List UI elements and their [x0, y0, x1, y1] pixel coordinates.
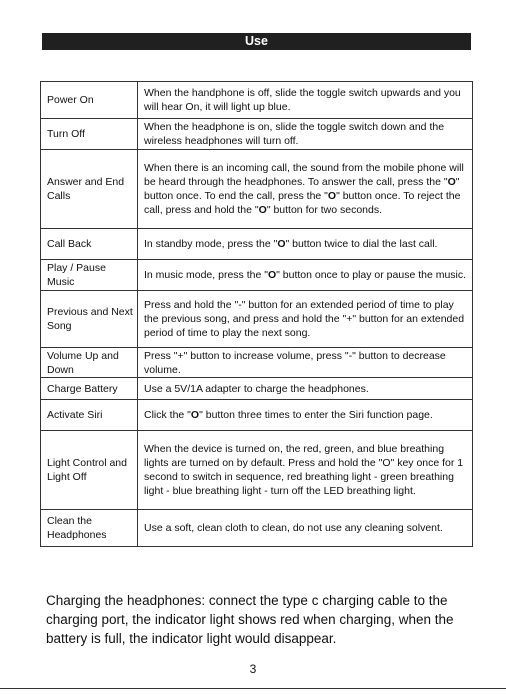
feature-description	[138, 348, 473, 378]
table-row	[41, 431, 473, 510]
bottom-divider	[0, 688, 506, 689]
feature-label: Light Control and Light Off	[41, 431, 138, 510]
feature-label: Previous and Next Song	[41, 291, 138, 348]
description-text: " button once. To reject the call, press and hold the "	[144, 190, 461, 216]
feature-label: Call Back	[41, 229, 138, 260]
feature-label: Turn Off	[41, 119, 138, 150]
description-text: Press and hold the "-" button for an extended period of time to play the previous song, and press and hold the "+" button for an extended period of time to play the next song.	[144, 299, 465, 339]
feature-description	[138, 150, 473, 229]
table-row	[41, 400, 473, 431]
description-text: When the headphone is on, slide the toggle switch down and the wireless headphones will turn off.	[144, 121, 445, 147]
description-text: When there is an incoming call, the sound from the mobile phone will be heard through the headphones. To answer the call, press the "	[144, 162, 464, 188]
usage-table-body	[41, 82, 473, 547]
feature-description	[138, 378, 473, 400]
description-text: In music mode, press the "	[144, 269, 268, 281]
feature-label: Clean the Headphones	[41, 510, 138, 547]
feature-description	[138, 119, 473, 150]
description-text: " button for two seconds.	[266, 204, 383, 216]
feature-label: Play / Pause Music	[41, 260, 138, 291]
table-row	[41, 260, 473, 291]
button-glyph: O	[267, 269, 277, 281]
description-text: Click the "	[144, 409, 191, 421]
feature-description	[138, 510, 473, 547]
button-glyph: O	[447, 176, 456, 188]
description-text: Press "+" button to increase volume, press "-" button to decrease volume.	[144, 349, 446, 376]
description-text: When the handphone is off, slide the toggle switch upwards and you will hear On, it will light up blue.	[144, 87, 461, 113]
feature-label: Answer and End Calls	[41, 150, 138, 229]
page-number: 3	[249, 662, 257, 676]
feature-description	[138, 431, 473, 510]
table-row	[41, 291, 473, 348]
description-text: Use a soft, clean cloth to clean, do not use any cleaning solvent.	[144, 522, 443, 534]
feature-description	[138, 82, 473, 119]
feature-label: Activate Siri	[41, 400, 138, 431]
description-text: Use a 5V/1A adapter to charge the headphones.	[144, 382, 369, 395]
feature-description	[138, 229, 473, 260]
table-row	[41, 119, 473, 150]
description-text: In standby mode, press the "	[144, 238, 278, 250]
button-glyph: O	[327, 190, 337, 202]
table-row	[41, 229, 473, 260]
button-glyph: O	[190, 409, 200, 421]
description-text: " button once. To end the call, press the "	[144, 176, 460, 202]
description-text: " button once to play or pause the music.	[276, 269, 467, 281]
feature-label: Charge Battery	[41, 378, 138, 400]
description-text: When the device is turned on, the red, green, and blue breathing lights are turned on by default. Press and hold the "O" key once for 1 second to switch in sequence, red breathing light - green breathing light - blue breathing light - turn off the LED breathing light.	[144, 443, 464, 497]
button-glyph: O	[277, 238, 286, 250]
usage-table	[40, 81, 473, 547]
section-title-banner: Use	[42, 33, 471, 50]
table-row	[41, 510, 473, 547]
table-row	[41, 378, 473, 400]
feature-description	[138, 260, 473, 291]
table-row	[41, 150, 473, 229]
table-row	[41, 82, 473, 119]
feature-description	[138, 291, 473, 348]
feature-description	[138, 400, 473, 431]
feature-label: Power On	[41, 82, 138, 119]
button-glyph: O	[258, 204, 267, 216]
description-text: " button three times to enter the Siri function page.	[199, 409, 433, 421]
feature-label: Volume Up and Down	[41, 348, 138, 378]
description-text: " button twice to dial the last call.	[285, 238, 438, 250]
charging-note: Charging the headphones: connect the type c charging cable to the charging port, the indicator light shows red when charging, when the battery is full, the indicator light would disappear.	[46, 593, 454, 646]
table-row	[41, 348, 473, 378]
